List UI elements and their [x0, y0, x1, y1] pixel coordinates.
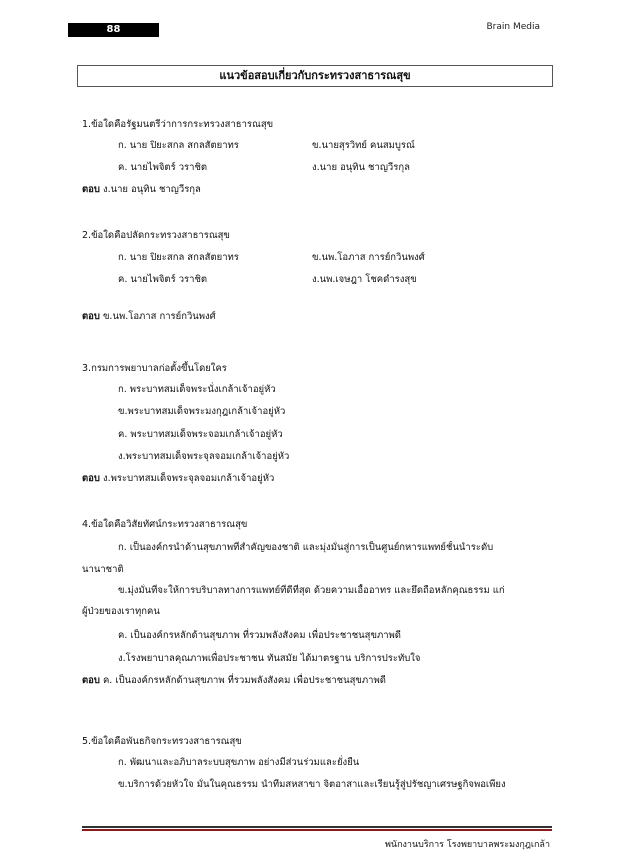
q3-option-b: ข.พระบาทสมเด็จพระมงกุฎเกล้าเจ้าอยู่หัว [118, 406, 286, 417]
answer-text: ง.นาย อนุทิน ชาญวีรกุล [102, 184, 201, 195]
q1-option-b: ข.นายสุรวิทย์ คนสมบูรณ์ [312, 140, 415, 151]
q4-option-b-continued: ผู้ป่วยของเราทุกคน [82, 606, 160, 617]
q3-option-a: ก. พระบาทสมเด็จพระนั่งเกล้าเจ้าอยู่หัว [118, 384, 276, 395]
q4-option-d: ง.โรงพยาบาลคุณภาพเพื่อประชาชน ทันสมัย ได้มาตรฐาน บริการประทับใจ [118, 653, 421, 664]
q1-answer [82, 183, 201, 197]
footer-divider-accent [82, 829, 552, 831]
q1-option-a: ก. นาย ปิยะสกล สกลสัตยาทร [118, 140, 239, 151]
q3-option-c: ค. พระบาทสมเด็จพระจอมเกล้าเจ้าอยู่หัว [118, 429, 283, 440]
page-number: 88 [68, 23, 159, 37]
page-title: แนวข้อสอบเกี่ยวกับกระทรวงสาธารณสุข [77, 65, 553, 87]
question-5: 5.ข้อใดคือพันธกิจกระทรวงสาธารณสุข [82, 736, 242, 747]
question-3: 3.กรมการพยาบาลก่อตั้งขึ้นโดยใคร [82, 363, 227, 374]
question-1: 1.ข้อใดคือรัฐมนตรีว่าการกระทรวงสาธารณสุข [82, 119, 274, 130]
q3-option-d: ง.พระบาทสมเด็จพระจุลจอมเกล้าเจ้าอยู่หัว [118, 451, 290, 462]
q3-answer [82, 472, 274, 486]
q5-option-a: ก. พัฒนาและอภิบาลระบบสุขภาพ อย่างมีส่วนร่วมและยั่งยืน [118, 757, 360, 768]
q4-option-a-continued: นานาชาติ [82, 564, 124, 575]
q4-option-b: ข.มุ่งมั่นที่จะให้การบริบาลทางการแพทย์ที่ดีที่สุด ด้วยความเอื้ออาทร และยึดถือหลักคุณธรรม แก่ [118, 585, 505, 596]
q2-option-a: ก. นาย ปิยะสกล สกลสัตยาทร [118, 252, 239, 263]
answer-text: ข.นพ.โอภาส การย์กวินพงศ์ [102, 311, 216, 322]
footer-divider [82, 826, 552, 828]
q4-answer [82, 674, 386, 688]
answer-label: ตอบ [82, 311, 100, 322]
answer-label: ตอบ [82, 675, 100, 686]
q4-option-a: ก. เป็นองค์กรนำด้านสุขภาพที่สำคัญของชาติ และมุ่งมั่นสู่การเป็นศูนย์กหารแพทย์ชั้นนำระดับ [118, 542, 494, 553]
q2-option-d: ง.นพ.เจษฎา โชคดำรงสุข [312, 274, 417, 285]
answer-label: ตอบ [82, 473, 100, 484]
question-4: 4.ข้อใดคือวิสัยทัศน์กระทรวงสาธารณสุข [82, 519, 248, 530]
q5-option-b: ข.บริการด้วยหัวใจ มั่นในคุณธรรม นำทีมสหสาขา จิตอาสาและเรียนรู้สู่ปรัชญาเศรษฐกิจพอเพียง [118, 779, 506, 790]
footer-text: พนักงานบริการ โรงพยาบาลพระมงกุฎเกล้า [385, 840, 550, 850]
answer-label: ตอบ [82, 184, 100, 195]
q2-option-c: ค. นายไพจิตร์ วราชิต [118, 274, 208, 285]
publisher-name: Brain Media [486, 22, 540, 32]
q1-option-d: ง.นาย อนุทิน ชาญวีรกุล [312, 162, 410, 173]
q1-option-c: ค. นายไพจิตร์ วราชิต [118, 162, 208, 173]
answer-text: ง.พระบาทสมเด็จพระจุลจอมเกล้าเจ้าอยู่หัว [102, 473, 275, 484]
question-2: 2.ข้อใดคือปลัดกระทรวงสาธารณสุข [82, 230, 230, 241]
q2-answer [82, 310, 216, 324]
answer-text: ค. เป็นองค์กรหลักด้านสุขภาพ ที่รวมพลังสังคม เพื่อประชาชนสุขภาพดี [102, 675, 386, 686]
q4-option-c: ค. เป็นองค์กรหลักด้านสุขภาพ ที่รวมพลังสังคม เพื่อประชาชนสุขภาพดี [118, 630, 401, 641]
q2-option-b: ข.นพ.โอภาส การย์กวินพงศ์ [312, 252, 425, 263]
